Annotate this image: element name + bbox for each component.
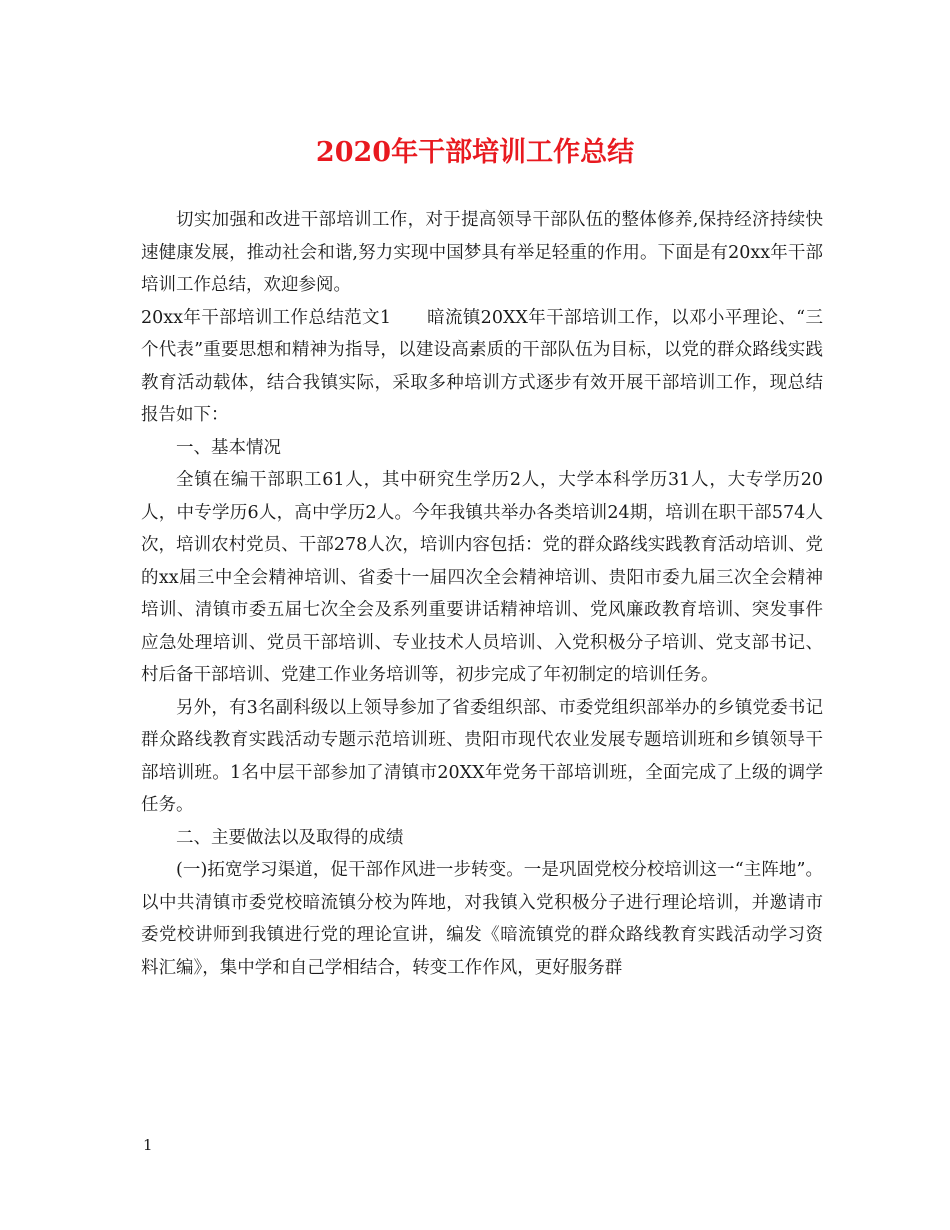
intro-paragraph: 切实加强和改进干部培训工作，对于提高领导干部队伍的整体修养,保持经济持续快速健康发展，推动社会和谐,努力实现中国梦具有举足轻重的作用。下面是有20xx年干部培训工作总结，欢迎参阅。 [141,210,823,295]
section-heading-basic-situation: 一、基本情况 [176,437,281,458]
basic-situation-paragraph: 全镇在编干部职工61人，其中研究生学历2人，大学本科学历31人，大专学历20人，中专学历6人，高中学历2人。今年我镇共举办各类培训24期，培训在职干部574人次，培训农村党员、干部278人次，培训内容包括：党的群众路线实践教育活动培训、党的xx届三中全会精神培训、省委十一届四次全会精神培训、贵阳市委九届三次全会精神培训、清镇市委五届七次全会及系列重要讲话精神培训、党风廉政教育培训、突发事件应急处理培训、党员干部培训、专业技术人员培训、入党积极分子培训、党支部书记、村后备干部培训、党建工作业务培训等，初步完成了年初制定的培训任务。 [141,470,823,685]
document-title: 2020年干部培训工作总结 [315,137,635,168]
main-practices-paragraph: (一)拓宽学习渠道，促干部作风进一步转变。一是巩固党校分校培训这一“主阵地”。以中共清镇市委党校暗流镇分校为阵地，对我镇入党积极分子进行理论培训，并邀请市委党校讲师到我镇进行党的理论宣讲，编发《暗流镇党的群众路线教育实践活动学习资料汇编》，集中学和自己学相结合，转变工作作风，更好服务群 [141,860,823,978]
additional-training-paragraph: 另外，有3名副科级以上领导参加了省委组织部、市委党组织部举办的乡镇党委书记群众路线教育实践活动专题示范培训班、贵阳市现代农业发展专题培训班和乡镇领导干部培训班。1名中层干部参加了清镇市20XX年党务干部培训班，全面完成了上级的调学任务。 [141,697,823,815]
document-body [141,204,823,984]
sample-paragraph: 20xx年干部培训工作总结范文1 暗流镇20XX年干部培训工作，以邓小平理论、“三个代表”重要思想和精神为指导，以建设高素质的干部队伍为目标，以党的群众路线实践教育活动载体，结合我镇实际，采取多种培训方式逐步有效开展干部培训工作，现总结报告如下： [141,307,823,425]
section-heading-main-practices: 二、主要做法以及取得的成绩 [176,827,404,848]
page-number: 1 [143,1136,153,1154]
